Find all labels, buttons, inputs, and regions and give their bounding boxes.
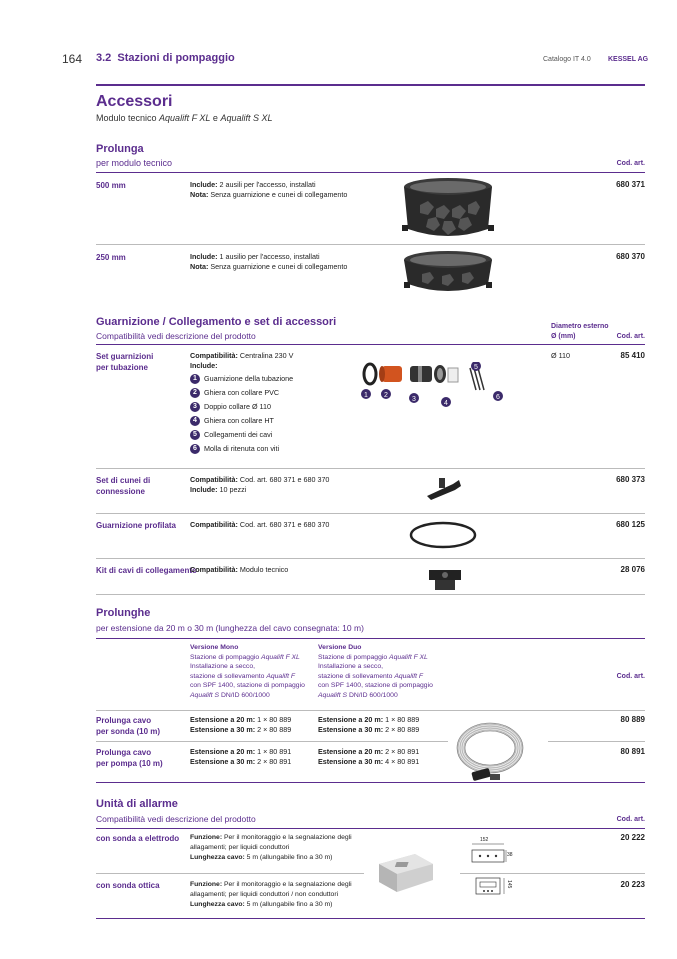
model-name: Aqualift F XL bbox=[159, 113, 211, 123]
row-label: 500 mm bbox=[96, 181, 126, 190]
svg-text:2: 2 bbox=[384, 392, 388, 399]
dim-height-label: 38 bbox=[507, 852, 513, 858]
alarm-unit-image bbox=[375, 850, 437, 896]
guarnizione-subtitle: Compatibilità vedi descrizione del prodotto bbox=[96, 331, 256, 341]
svg-text:4: 4 bbox=[444, 400, 448, 407]
prolunga-subtitle: per modulo tecnico bbox=[96, 158, 173, 168]
include-list bbox=[190, 372, 293, 456]
row-divider bbox=[96, 710, 645, 711]
prolunghe-divider bbox=[96, 638, 645, 639]
row-label: Prolunga cavo per sonda (10 m) bbox=[96, 716, 161, 736]
col-diameter-header: Diametro esterno Ø (mm) bbox=[551, 323, 609, 340]
article-code: 680 373 bbox=[616, 475, 645, 484]
row-divider bbox=[96, 741, 448, 742]
col-code-header: Cod. art. bbox=[616, 816, 645, 823]
row-divider bbox=[96, 244, 645, 245]
article-code: 20 222 bbox=[620, 833, 645, 842]
number-badge: 4 bbox=[190, 416, 200, 426]
row-label: Set guarnizioni per tubazione bbox=[96, 352, 154, 372]
article-code: 85 410 bbox=[620, 351, 645, 360]
row-label: Prolunga cavo per pompa (10 m) bbox=[96, 748, 163, 768]
row-description: Compatibilità: Cod. art. 680 371 e 680 370 bbox=[190, 520, 330, 529]
list-item: 4 Ghiera con collare HT bbox=[190, 414, 293, 428]
article-code: 28 076 bbox=[620, 565, 645, 574]
guarnizione-divider bbox=[96, 344, 645, 345]
row-divider bbox=[548, 741, 645, 742]
prolunghe-end-divider bbox=[96, 782, 645, 783]
prolunga-divider bbox=[96, 172, 645, 173]
row-label: Kit di cavi di collegamento bbox=[96, 566, 197, 575]
article-code: 80 891 bbox=[620, 747, 645, 756]
row-divider bbox=[96, 558, 645, 559]
number-badge: 3 bbox=[190, 402, 200, 412]
allarme-subtitle: Compatibilità vedi descrizione del prodotto bbox=[96, 814, 256, 824]
article-code: 20 223 bbox=[620, 880, 645, 889]
row-label: Set di cunei di connessione bbox=[96, 476, 151, 496]
row-description: Compatibilità: Modulo tecnico bbox=[190, 565, 289, 574]
prolunghe-subtitle: per estensione da 20 m o 30 m (lunghezza del cavo consegnata: 10 m) bbox=[96, 623, 364, 633]
catalog-label: Catalogo IT 4.0 bbox=[543, 56, 591, 63]
number-badge: 2 bbox=[190, 388, 200, 398]
allarme-end-divider bbox=[96, 918, 645, 919]
accessori-subtitle: Modulo tecnico Aqualift F XL e Aqualift S XL bbox=[96, 113, 273, 123]
duo-extension: Estensione a 20 m: 1 × 80 889 Estensione a 30 m: 2 × 80 889 bbox=[318, 715, 420, 734]
svg-text:3: 3 bbox=[412, 396, 416, 403]
brand-label: KESSEL AG bbox=[608, 56, 649, 63]
header-divider bbox=[96, 84, 645, 86]
number-badge: 5 bbox=[190, 430, 200, 440]
extension-ring-250-image bbox=[398, 250, 498, 298]
mono-extension: Estensione a 20 m: 1 × 80 889 Estensione a 30 m: 2 × 80 889 bbox=[190, 715, 292, 734]
article-code: 680 125 bbox=[616, 520, 645, 529]
dim-height-label: 145 bbox=[506, 880, 512, 889]
version-duo: Versione Duo Stazione di pompaggio Aqualift F XL Installazione a secco, stazione di sollevamento Aqualift F con SPF 1400, stazione di pompaggio Aqualift S DN/ID 600/1000 bbox=[318, 644, 433, 699]
version-mono: Versione Mono Stazione di pompaggio Aqualift F XL Installazione a secco, stazione di sollevamento Aqualift F con SPF 1400, stazione di pompaggio Aqualift S DN/ID 600/1000 bbox=[190, 644, 305, 699]
col-code-header: Cod. art. bbox=[616, 160, 645, 167]
number-badge: 1 bbox=[190, 374, 200, 384]
col-code-header: Cod. art. bbox=[616, 673, 645, 680]
dimension-drawing bbox=[470, 872, 510, 900]
profile-seal-image bbox=[408, 520, 478, 550]
mono-extension: Estensione a 20 m: 1 × 80 891 Estensione a 30 m: 2 × 80 891 bbox=[190, 747, 292, 766]
cable-coil-image bbox=[448, 716, 528, 788]
row-label: con sonda a elettrodo bbox=[96, 834, 180, 843]
list-item: 3 Doppio collare Ø 110 bbox=[190, 400, 293, 414]
set-compat: Compatibilità: Centralina 230 V Include: bbox=[190, 351, 294, 370]
row-label: Guarnizione profilata bbox=[96, 521, 177, 530]
model-name: Aqualift S XL bbox=[220, 113, 273, 123]
svg-text:6: 6 bbox=[496, 394, 500, 401]
list-item: 6 Molla di ritenuta con viti bbox=[190, 442, 293, 456]
prolunghe-title: Prolunghe bbox=[96, 607, 151, 619]
row-divider bbox=[96, 873, 364, 874]
allarme-divider bbox=[96, 828, 645, 829]
row-description: Include: 1 ausilio per l'accesso, installati Nota: Senza guarnizione e cunei di collegamento bbox=[190, 252, 348, 271]
row-divider bbox=[96, 468, 645, 469]
row-divider bbox=[96, 513, 645, 514]
article-code: 80 889 bbox=[620, 715, 645, 724]
duo-extension: Estensione a 20 m: 2 × 80 891 Estensione a 30 m: 4 × 80 891 bbox=[318, 747, 420, 766]
svg-text:1: 1 bbox=[364, 392, 368, 399]
dim-width-label: 152 bbox=[480, 837, 489, 843]
col-code-header: Cod. art. bbox=[616, 333, 645, 340]
list-item: 1 Guarnizione della tubazione bbox=[190, 372, 293, 386]
extension-ring-500-image bbox=[398, 177, 498, 243]
row-label: 250 mm bbox=[96, 253, 126, 262]
cable-kit-image bbox=[425, 566, 465, 592]
diameter-value: Ø 110 bbox=[551, 351, 571, 360]
row-label: con sonda ottica bbox=[96, 881, 160, 890]
section-title: 3.2 Stazioni di pompaggio bbox=[96, 52, 235, 64]
seal-set-image bbox=[360, 362, 510, 412]
accessori-title: Accessori bbox=[96, 93, 173, 110]
row-description: Funzione: Per il monitoraggio e la segnalazione degli allagamenti; per liquidi conduttori / non conduttori Lunghezza cavo: 5 m (allungabile fino a 30 m) bbox=[190, 881, 352, 908]
prolunga-title: Prolunga bbox=[96, 143, 144, 155]
guarnizione-title: Guarnizione / Collegamento e set di accessori bbox=[96, 316, 337, 328]
number-badge: 6 bbox=[190, 444, 200, 454]
article-code: 680 370 bbox=[616, 252, 645, 261]
article-code: 680 371 bbox=[616, 180, 645, 189]
list-item: 5 Collegamenti dei cavi bbox=[190, 428, 293, 442]
page-number: 164 bbox=[62, 52, 83, 66]
wedge-image bbox=[425, 476, 465, 502]
svg-text:5: 5 bbox=[474, 364, 478, 371]
row-description: Compatibilità: Cod. art. 680 371 e 680 370 Include: 10 pezzi bbox=[190, 475, 330, 494]
row-divider bbox=[96, 594, 645, 595]
allarme-title: Unità di allarme bbox=[96, 798, 178, 810]
list-item: 2 Ghiera con collare PVC bbox=[190, 386, 293, 400]
row-description: Include: 2 ausili per l'accesso, installati Nota: Senza guarnizione e cunei di collegamento bbox=[190, 180, 348, 199]
row-description: Funzione: Per il monitoraggio e la segnalazione degli allagamenti; per liquidi conduttori Lunghezza cavo: 5 m (allungabile fino a 30 m) bbox=[190, 834, 352, 861]
dimension-drawing bbox=[470, 838, 510, 868]
